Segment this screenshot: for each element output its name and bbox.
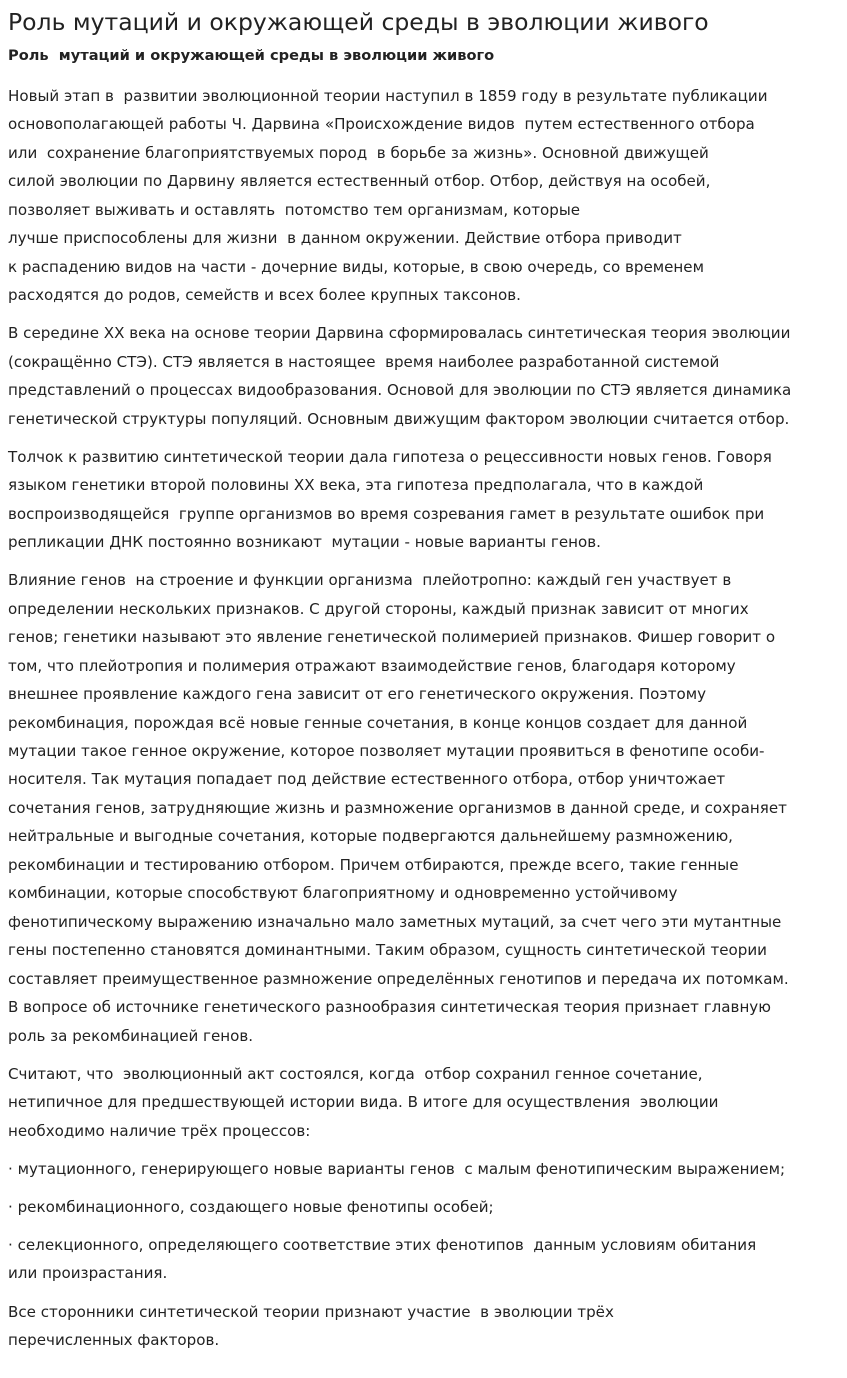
paragraph-line: носителя. Так мутация попадает под действие естественного отбора, отбор уничтожает: [8, 770, 726, 789]
paragraph-line: нейтральные и выгодные сочетания, которые подвергаются дальнейшему размножению,: [8, 827, 733, 846]
paragraph-line: внешнее проявление каждого гена зависит от его генетического окружения. Поэтому: [8, 685, 707, 704]
paragraph-line: · мутационного, генерирующего новые варианты генов с малым фенотипическим выражением;: [8, 1159, 786, 1178]
paragraph-line: комбинации, которые способствуют благоприятному и одновременно устойчивому: [8, 884, 678, 903]
paragraph-line: или произрастания.: [8, 1264, 168, 1283]
list-item-mutation: [8, 1155, 839, 1183]
paragraph-line: генов; генетики называют это явление генетической полимерией признаков. Фишер говорит о: [8, 628, 776, 647]
list-item-recombination: [8, 1193, 839, 1221]
paragraph-line: определении нескольких признаков. С другой стороны, каждый признак зависит от многих: [8, 599, 749, 618]
paragraph-line: основополагающей работы Ч. Дарвина «Происхождение видов путем естественного отбора: [8, 115, 755, 134]
paragraph-1: [8, 82, 839, 310]
paragraph-line: генетической структуры популяций. Основным движущим фактором эволюции считается отбор.: [8, 409, 790, 428]
paragraph-line: представлений о процессах видообразования. Основой для эволюции по СТЭ является динамика: [8, 381, 792, 400]
paragraph-line: или сохранение благоприятствуемых пород в борьбе за жизнь». Основной движущей: [8, 143, 709, 162]
paragraph-line: Все сторонники синтетической теории признают участие в эволюции трёх: [8, 1302, 614, 1321]
paragraph-line: расходятся до родов, семейств и всех более крупных таксонов.: [8, 286, 521, 305]
paragraph-line: роль за рекомбинацией генов.: [8, 1026, 254, 1045]
paragraph-line: Новый этап в развитии эволюционной теории наступил в 1859 году в результате публикации: [8, 87, 768, 105]
paragraph-line: · рекомбинационного, создающего новые фенотипы особей;: [8, 1197, 494, 1216]
paragraph-line: В середине XX века на основе теории Дарвина сформировалась синтетическая теория эволюции: [8, 324, 791, 343]
paragraph-5: [8, 1060, 839, 1145]
paragraph-4: [8, 566, 839, 1050]
paragraph-line: воспроизводящейся группе организмов во время созревания гамет в результате ошибок при: [8, 504, 765, 523]
paragraph-line: составляет преимущественное размножение определённых генотипов и передача их потомкам.: [8, 969, 789, 988]
paragraph-conclusion: [8, 1298, 839, 1355]
paragraph-line: сочетания генов, затрудняющие жизнь и размножение организмов в данной среде, и сохраняет: [8, 798, 787, 817]
paragraph-line: рекомбинации и тестированию отбором. Причем отбираются, прежде всего, такие генные: [8, 855, 739, 874]
paragraph-line: перечисленных факторов.: [8, 1331, 220, 1350]
paragraph-line: нетипичное для предшествующей истории вида. В итоге для осуществления эволюции: [8, 1093, 719, 1112]
paragraph-line: (сокращённо СТЭ). СТЭ является в настоящее время наиболее разработанной системой: [8, 352, 720, 371]
article-heading: Роль мутаций и окружающей среды в эволюции живого: [8, 47, 495, 64]
paragraph-3: [8, 443, 839, 557]
paragraph-line: Считают, что эволюционный акт состоялся, когда отбор сохранил генное сочетание,: [8, 1064, 703, 1083]
page-title: Роль мутаций и окружающей среды в эволюции живого: [8, 8, 709, 36]
paragraph-line: В вопросе об источнике генетического разнообразия синтетическая теория признает главную: [8, 998, 771, 1017]
paragraph-line: Толчок к развитию синтетической теории дала гипотеза о рецессивности новых генов. Говоря: [8, 447, 772, 466]
paragraph-line: лучше приспособлены для жизни в данном окружении. Действие отбора приводит: [8, 229, 682, 248]
paragraph-line: позволяет выживать и оставлять потомство тем организмам, которые: [8, 200, 581, 219]
paragraph-line: репликации ДНК постоянно возникают мутации - новые варианты генов.: [8, 533, 601, 552]
paragraph-line: гены постепенно становятся доминантными. Таким образом, сущность синтетической теории: [8, 941, 767, 960]
paragraph-line: силой эволюции по Дарвину является естественный отбор. Отбор, действуя на особей,: [8, 172, 711, 191]
paragraph-line: необходимо наличие трёх процессов:: [8, 1121, 311, 1140]
paragraph-line: языком генетики второй половины XX века, эта гипотеза предполагала, что в каждой: [8, 476, 704, 495]
paragraph-line: мутации такое генное окружение, которое позволяет мутации проявиться в фенотипе особи-: [8, 742, 765, 761]
paragraph-line: · селекционного, определяющего соответствие этих фенотипов данным условиям обитания: [8, 1236, 757, 1255]
paragraph-2: [8, 319, 839, 433]
paragraph-line: к распадению видов на части - дочерние виды, которые, в свою очередь, со временем: [8, 257, 704, 276]
paragraph-line: фенотипическому выражению изначально мало заметных мутаций, за счет чего эти мутантные: [8, 912, 782, 931]
list-item-selection: [8, 1231, 839, 1288]
paragraph-line: рекомбинация, порождая всё новые генные сочетания, в конце концов создает для данной: [8, 713, 748, 732]
paragraph-line: том, что плейотропия и полимерия отражают взаимодействие генов, благодаря которому: [8, 656, 736, 675]
paragraph-line: Влияние генов на строение и функции организма плейотропно: каждый ген участвует в: [8, 571, 732, 590]
